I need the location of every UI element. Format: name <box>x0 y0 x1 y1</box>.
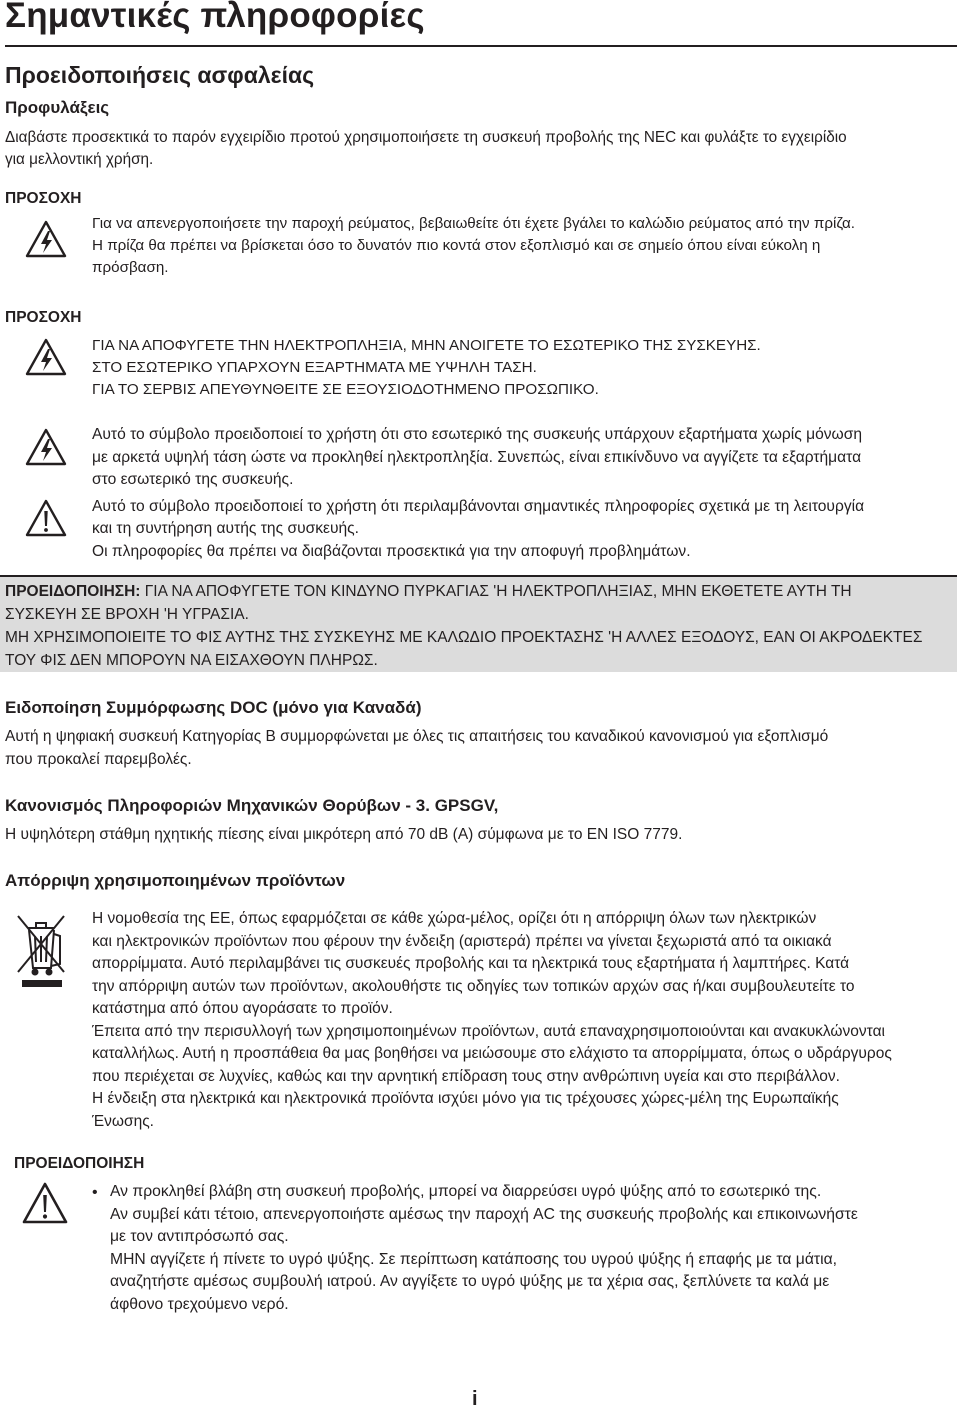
noise-paragraph <box>5 824 957 847</box>
symbols-line: με αρκετά υψηλή τάση ώστε να προκληθεί ηλεκτροπληξία. Συνεπώς, είναι επικίνδυνο να αγγίζετε τα εξαρτήματα <box>92 448 862 466</box>
warning2-line: Αν προκληθεί βλάβη στη συσκευή προβολής, μπορεί να διαρρεύσει υγρό ψύξης από το εσωτερικό της. <box>110 1183 822 1200</box>
warning2-text <box>110 1181 957 1316</box>
doc-paragraph <box>5 726 957 771</box>
symbols-text <box>92 424 957 563</box>
doc-line: που προκαλεί παρεμβολές. <box>5 750 192 768</box>
caution1-text <box>92 213 957 279</box>
warning-line: ΜΗ ΧΡΗΣΙΜΟΠΟΙΕΙΤΕ ΤΟ ΦΙΣ ΑΥΤΗΣ ΤΗΣ ΣΥΣΚΕΥΗΣ ΜΕ ΚΑΛΩΔΙΟ ΠΡΟΕΚΤΑΣΗΣ 'Η ΑΛΛΕΣ ΕΞΟΔΟΥΣ, ΕΑΝ ΟΙ ΑΚΡΟΔΕΚΤΕΣ <box>5 629 923 646</box>
symbols-line: Αυτό το σύμβολο προειδοποιεί το χρήστη ότι περιλαμβάνονται σημαντικές πληροφορίες σχετικά με τη λειτουργία <box>92 497 865 515</box>
exclamation-warning-icon <box>22 1182 68 1224</box>
caution-label: ΠΡΟΣΟΧΗ <box>5 190 82 207</box>
disposal-line: την απόρριψη αυτών των προϊόντων, ακολουθήστε τις οδηγίες των τοπικών αρχών σας ή/και συμβουλευτείτε το <box>92 977 855 995</box>
doc-line: Αυτή η ψηφιακή συσκευή Κατηγορίας Β συμμορφώνεται με όλες τις απαιτήσεις του καναδικού κανονισμού για εξοπλισμό <box>5 728 829 745</box>
warning2-line: άφθονο τρεχούμενο νερό. <box>110 1295 289 1313</box>
exclamation-warning-icon <box>25 499 67 537</box>
disposal-heading: Απόρριψη χρησιμοποιημένων προϊόντων <box>5 871 346 890</box>
bullet-marker: • <box>92 1184 98 1201</box>
title-rule <box>5 45 957 47</box>
disposal-line: καταλλήλως. Αυτή η προσπάθεια θα μας βοηθήσει να μειώσουμε στο ελάχιστο τα απορρίμματα, όπως ο υδράργυρος <box>92 1045 892 1062</box>
caution2-text <box>92 335 957 401</box>
disposal-line: Ένωσης. <box>92 1112 154 1130</box>
caution1-line: Για να απενεργοποιήσετε την παροχή ρεύματος, βεβαιωθείτε ότι έχετε βγάλει το καλώδιο ρεύματος από την πρίζα. <box>92 215 856 232</box>
high-voltage-warning-icon <box>25 428 67 466</box>
disposal-paragraph <box>92 908 957 1133</box>
disposal-line: απορρίμματα. Αυτό περιλαμβάνει τις συσκευές προβολής και τα ηλεκτρικά τους εξαρτήματα ή λαμπτήρες. Κατά <box>92 955 850 972</box>
page-number: i <box>472 1388 478 1410</box>
doc-heading: Ειδοποίηση Συμμόρφωσης DOC (μόνο για Καναδά) <box>5 698 422 717</box>
symbols-line: Αυτό το σύμβολο προειδοποιεί το χρήστη ότι στο εσωτερικό της συσκευής υπάρχουν εξαρτήματα χωρίς μόνωση <box>92 426 863 443</box>
caution2-line: ΓΙΑ ΝΑ ΑΠΟΦΥΓΕΤΕ ΤΗΝ ΗΛΕΚΤΡΟΠΛΗΞΙΑ, ΜΗΝ ΑΝΟΙΓΕΤΕ ΤΟ ΕΣΩΤΕΡΙΚΟ ΤΗΣ ΣΥΣΚΕΥΗΣ. <box>92 337 761 354</box>
caution2-line: ΣΤΟ ΕΣΩΤΕΡΙΚΟ ΥΠΑΡΧΟΥΝ ΕΞΑΡΤΗΜΑΤΑ ΜΕ ΥΨΗΛΗ ΤΑΣΗ. <box>92 359 537 376</box>
intro-line: Διαβάστε προσεκτικά το παρόν εγχειρίδιο προτού χρησιμοποιήσετε τη συσκευή προβολής της NEC και φυλάξτε το εγχειρίδιο <box>5 129 847 146</box>
caution-label: ΠΡΟΣΟΧΗ <box>5 309 82 326</box>
warning-line: ΣΥΣΚΕΥΗ ΣΕ ΒΡΟΧΗ 'Η ΥΓΡΑΣΙΑ. <box>5 606 249 623</box>
symbols-line: στο εσωτερικό της συσκευής. <box>92 471 294 488</box>
warning-line: ΓΙΑ ΝΑ ΑΠΟΦΥΓΕΤΕ ΤΟΝ ΚΙΝΔΥΝΟ ΠΥΡΚΑΓΙΑΣ 'Η ΗΛΕΚΤΡΟΠΛΗΞΙΑΣ, ΜΗΝ ΕΚΘΕΤΕΤΕ ΑΥΤΗ ΤΗ <box>140 583 852 600</box>
symbols-line: και τη συντήρηση αυτής της συσκευής. <box>92 520 360 537</box>
warning2-line: με τον αντιπρόσωπό σας. <box>110 1228 289 1245</box>
warning2-line: ΜΗΝ αγγίζετε ή πίνετε το υγρό ψύξης. Σε περίπτωση κατάποσης του υγρού ψύξης ή επαφής με τα μάτια, <box>110 1250 837 1268</box>
intro-line: για μελλοντική χρήση. <box>5 151 154 168</box>
warning-box-text <box>5 580 955 672</box>
disposal-line: Η νομοθεσία της ΕΕ, όπως εφαρμόζεται σε κάθε χώρα-μέλος, ορίζει ότι η απόρριψη όλων των ηλεκτρικών <box>92 910 817 927</box>
safety-heading: Προειδοποιήσεις ασφαλείας <box>5 62 315 88</box>
disposal-line: που περιέχεται σε λυχνίες, καθώς και την αρνητική επίδραση τους στην ανθρώπινη υγεία και στο περιβάλλον. <box>92 1067 840 1085</box>
disposal-line: κατάστημα από όπου αγοράσατε το προϊόν. <box>92 1000 393 1017</box>
high-voltage-warning-icon <box>25 220 67 258</box>
caution2-line: ΓΙΑ ΤΟ ΣΕΡΒΙΣ ΑΠΕΥΘΥΝΘΕΙΤΕ ΣΕ ΕΞΟΥΣΙΟΔΟΤΗΜΕΝΟ ΠΡΟΣΩΠΙΚΟ. <box>92 381 599 398</box>
caution1-line: Η πρίζα θα πρέπει να βρίσκεται όσο το δυνατόν πιο κοντά στον εξοπλισμό και σε σημείο όπου είναι εύκολη η <box>92 237 821 254</box>
disposal-line: Η ένδειξη στα ηλεκτρικά και ηλεκτρονικά προϊόντα ισχύει μόνο για τις τρέχουσες χώρες-μέλη της Ευρωπαϊκής <box>92 1090 839 1107</box>
caution1-line: πρόσβαση. <box>92 259 169 276</box>
warning-line: ΤΟΥ ΦΙΣ ΔΕΝ ΜΠΟΡΟΥΝ ΝΑ ΕΙΣΑΧΘΟΥΝ ΠΛΗΡΩΣ. <box>5 652 378 669</box>
warning2-line: Αν συμβεί κάτι τέτοιο, απενεργοποιήστε αμέσως την παροχή AC της συσκευής προβολής και επικοινωνήστε <box>110 1205 858 1223</box>
symbols-line: Οι πληροφορίες θα πρέπει να διαβάζονται προσεκτικά για την αποφυγή προβλημάτων. <box>92 542 691 560</box>
intro-paragraph <box>5 127 957 171</box>
disposal-line: και ηλεκτρονικών προϊόντων που φέρουν την ένδειξη (αριστερά) πρέπει να γίνεται ξεχωριστά από τα οικιακά <box>92 932 832 950</box>
disposal-line: Έπειτα από την περισυλλογή των χρησιμοποιημένων προϊόντων, αυτά επαναχρησιμοποιούνται και ανακυκλώνονται <box>92 1022 885 1040</box>
precautions-heading: Προφυλάξεις <box>5 98 110 117</box>
crossed-out-wheelie-bin-icon <box>14 910 68 990</box>
warning2-label: ΠΡΟΕΙΔΟΠΟΙΗΣΗ <box>14 1155 145 1172</box>
page-title: Σημαντικές πληροφορίες <box>5 0 425 35</box>
warning-label: ΠΡΟΕΙΔΟΠΟΙΗΣΗ: <box>5 583 141 600</box>
noise-heading: Κανονισμός Πληροφοριών Μηχανικών Θορύβων - 3. GPSGV, <box>5 796 499 815</box>
noise-line: Η υψηλότερη στάθμη ηχητικής πίεσης είναι μικρότερη από 70 dB (A) σύμφωνα με το EN ISO 7779. <box>5 826 683 843</box>
high-voltage-warning-icon <box>25 338 67 376</box>
warning2-line: αναζητήστε αμέσως συμβουλή ιατρού. Αν αγγίξετε το υγρό ψύξης με τα χέρια σας, ξεπλύνετε τα καλά με <box>110 1273 830 1290</box>
